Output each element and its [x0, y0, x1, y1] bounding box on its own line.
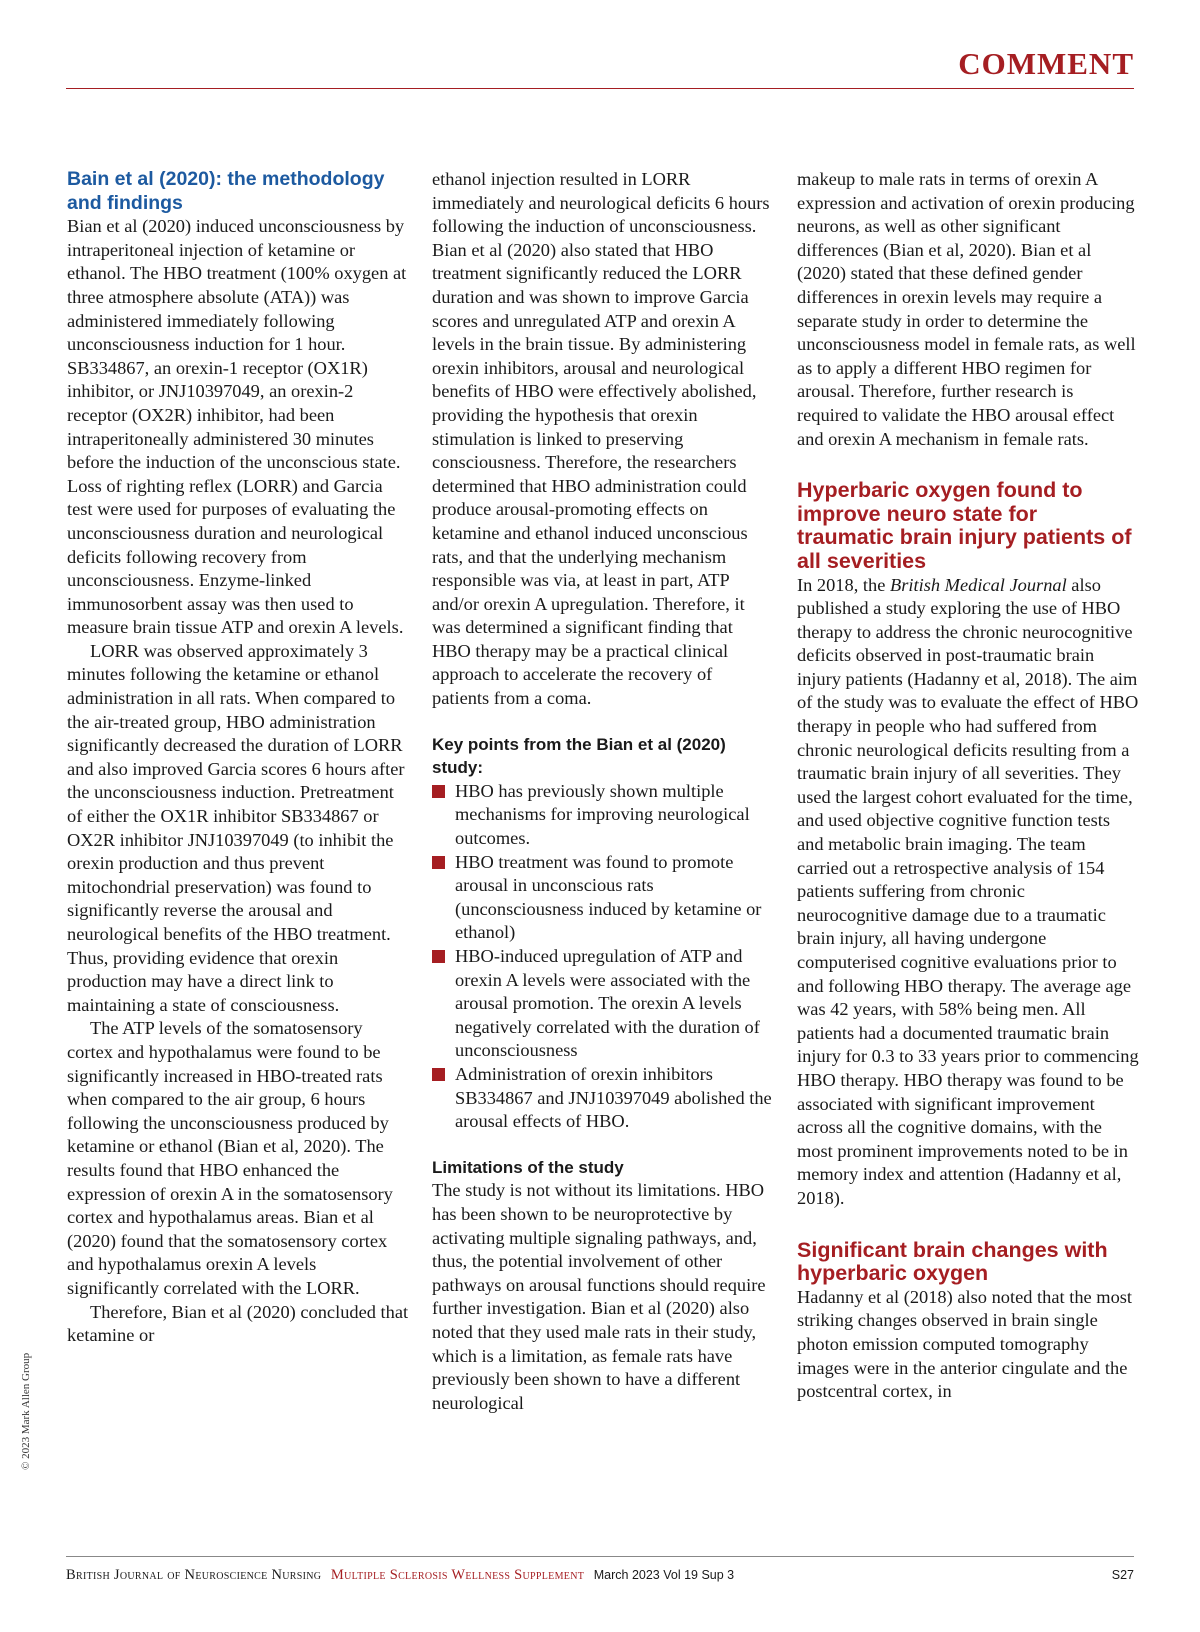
journal-title: British Medical Journal [889, 574, 1067, 595]
paragraph: makeup to male rats in terms of orexin A expression and activation of orexin producing neurons, as well as other significant differences (Bian et al, 2020). Bian et al (2020) stated that these defined gender differences in orexin levels may require a separate study in order to determine the unconsciousness model in female rats, as well as to apply a different HBO regimen for arousal. Therefore, further research is required to validate the HBO arousal effect and orexin A mechanism in female rats. [797, 169, 1136, 449]
paragraph: LORR was observed approximately 3 minutes following the ketamine or ethanol administration in all rats. When compared to the air-treated group, HBO administration significantly decreased the duration of LORR and also improved Garcia scores 6 hours after the unconsciousness induction. Pretreatment of either the OX1R inhibitor SB334867 or OX2R inhibitor JNJ10397049 (to inhibit the orexin production and thus prevent mitochondrial preservation) was found to significantly reverse the arousal and neurological benefits of the HBO treatment. Thus, providing evidence that orexin production may have a direct link to maintaining a state of consciousness. [67, 640, 405, 1015]
header-rule [66, 88, 1134, 89]
list-item: HBO treatment was found to promote arousal in unconscious rats (unconsciousness induced by ketamine or ethanol) [432, 851, 774, 945]
journal-name: British Journal of Neuroscience Nursing [66, 1567, 322, 1583]
section-heading-neuro-state: Hyperbaric oxygen found to improve neuro state for traumatic brain injury patients of all severities [797, 478, 1132, 573]
paragraph: Hadanny et al (2018) also noted that the most striking changes observed in brain single photon emission computed tomography images were in the anterior cingulate and the postcentral cortex, in [797, 1286, 1133, 1402]
bullet-square-icon [432, 856, 445, 869]
list-item: HBO has previously shown multiple mechanisms for improving neurological outcomes. [432, 780, 774, 851]
bullet-square-icon [432, 785, 445, 798]
section-heading-methodology: Bain et al (2020): the methodology and findings [67, 168, 385, 214]
issue-info: March 2023 Vol 19 Sup 3 [593, 1568, 735, 1582]
paragraph: In 2018, the British Medical Journal also published a study exploring the use of HBO therapy to address the chronic neurocognitive deficits observed in post-traumatic brain injury patients (Hadanny et al, 2018). The aim of the study was to evaluate the effect of HBO therapy in people who had suffered from chronic neurological deficits resulting from a traumatic brain injury of all severities. They used the largest cohort evaluated for the time, and used objective cognitive function tests and metabolic brain imaging. The team carried out a retrospective analysis of 154 patients suffering from chronic neurocognitive damage due to a traumatic brain injury, all having undergone computerised cognitive evaluations prior to and following HBO therapy. The average age was 42 years, with 58% being men. All patients had a documented traumatic brain injury for 0.3 to 33 years prior to commencing HBO therapy. HBO therapy was found to be associated with significant improvement across all the cognitive domains, with the most prominent improvements noted to be in memory index and attention (Hadanny et al, 2018). [797, 574, 1139, 1208]
column-3 [797, 168, 1139, 1404]
section-label: COMMENT [958, 46, 1134, 81]
page-footer [66, 1566, 1134, 1584]
paragraph: The study is not without its limitations. HBO has been shown to be neuroprotective by activating multiple signaling pathways, and, thus, the potential involvement of other pathways on arousal functions should require further investigation. Bian et al (2020) also noted that they used male rats in their study, which is a limitation, as female rats have previously been shown to have a different neurological [432, 1180, 766, 1413]
page-number: S27 [1111, 1568, 1134, 1582]
footer-rule [66, 1556, 1134, 1557]
column-2 [432, 168, 774, 1415]
list-item: Administration of orexin inhibitors SB334867 and JNJ10397049 abolished the arousal effects of HBO. [432, 1063, 774, 1134]
paragraph: ethanol injection resulted in LORR immediately and neurological deficits 6 hours following the induction of unconsciousness. Bian et al (2020) also stated that HBO treatment significantly reduced the LORR duration and was shown to improve Garcia scores and unregulated ATP and orexin A levels in the brain tissue. By administering orexin inhibitors, arousal and neurological benefits of HBO were effectively abolished, providing the hypothesis that orexin stimulation is linked to preserving consciousness. Therefore, the researchers determined that HBO administration could produce arousal-promoting effects on ketamine and ethanol induced unconscious rats, and that the underlying mechanism responsible was via, at least in part, ATP and/or orexin A upregulation. Therefore, it was determined a significant finding that HBO therapy may be a practical clinical approach to accelerate the recovery of patients from a coma. [432, 169, 770, 709]
key-points-list [432, 780, 774, 1134]
bullet-square-icon [432, 950, 445, 963]
copyright-notice: © 2023 Mark Allen Group [20, 1352, 32, 1470]
supplement-name: Multiple Sclerosis Wellness Supplement [330, 1567, 585, 1583]
section-heading-brain-changes: Significant brain changes with hyperbaric oxygen [797, 1237, 1108, 1286]
paragraph: Therefore, Bian et al (2020) concluded that ketamine or [67, 1301, 409, 1346]
key-points-heading: Key points from the Bian et al (2020) study: [432, 734, 726, 778]
bullet-square-icon [432, 1068, 445, 1081]
column-1 [67, 168, 409, 1348]
paragraph: The ATP levels of the somatosensory cortex and hypothalamus were found to be significantly increased in HBO-treated rats when compared to the air group, 6 hours following the unconsciousness produced by ketamine or ethanol (Bian et al, 2020). The results found that HBO enhanced the expression of orexin A in the somatosensory cortex and hypothalamus areas. Bian et al (2020) found that the somatosensory cortex and hypothalamus orexin A levels significantly correlated with the LORR. [67, 1018, 393, 1298]
paragraph: Bian et al (2020) induced unconsciousness by intraperitoneal injection of ketamine or ethanol. The HBO treatment (100% oxygen at three atmosphere absolute (ATA)) was administered immediately following unconsciousness induction for 1 hour. SB334867, an orexin-1 receptor (OX1R) inhibitor, or JNJ10397049, an orexin-2 receptor (OX2R) inhibitor, had been intraperitoneally administered 30 minutes before the induction of the unconscious state. Loss of righting reflex (LORR) and Garcia test were used for purposes of evaluating the unconsciousness duration and neurological deficits following recovery from unconsciousness. Enzyme-linked immunosorbent assay was then used to measure brain tissue ATP and orexin A levels. [67, 216, 407, 638]
list-item: HBO-induced upregulation of ATP and orexin A levels were associated with the arousal promotion. The orexin A levels negatively correlated with the duration of unconsciousness [432, 945, 774, 1063]
limitations-heading: Limitations of the study [432, 1157, 624, 1177]
